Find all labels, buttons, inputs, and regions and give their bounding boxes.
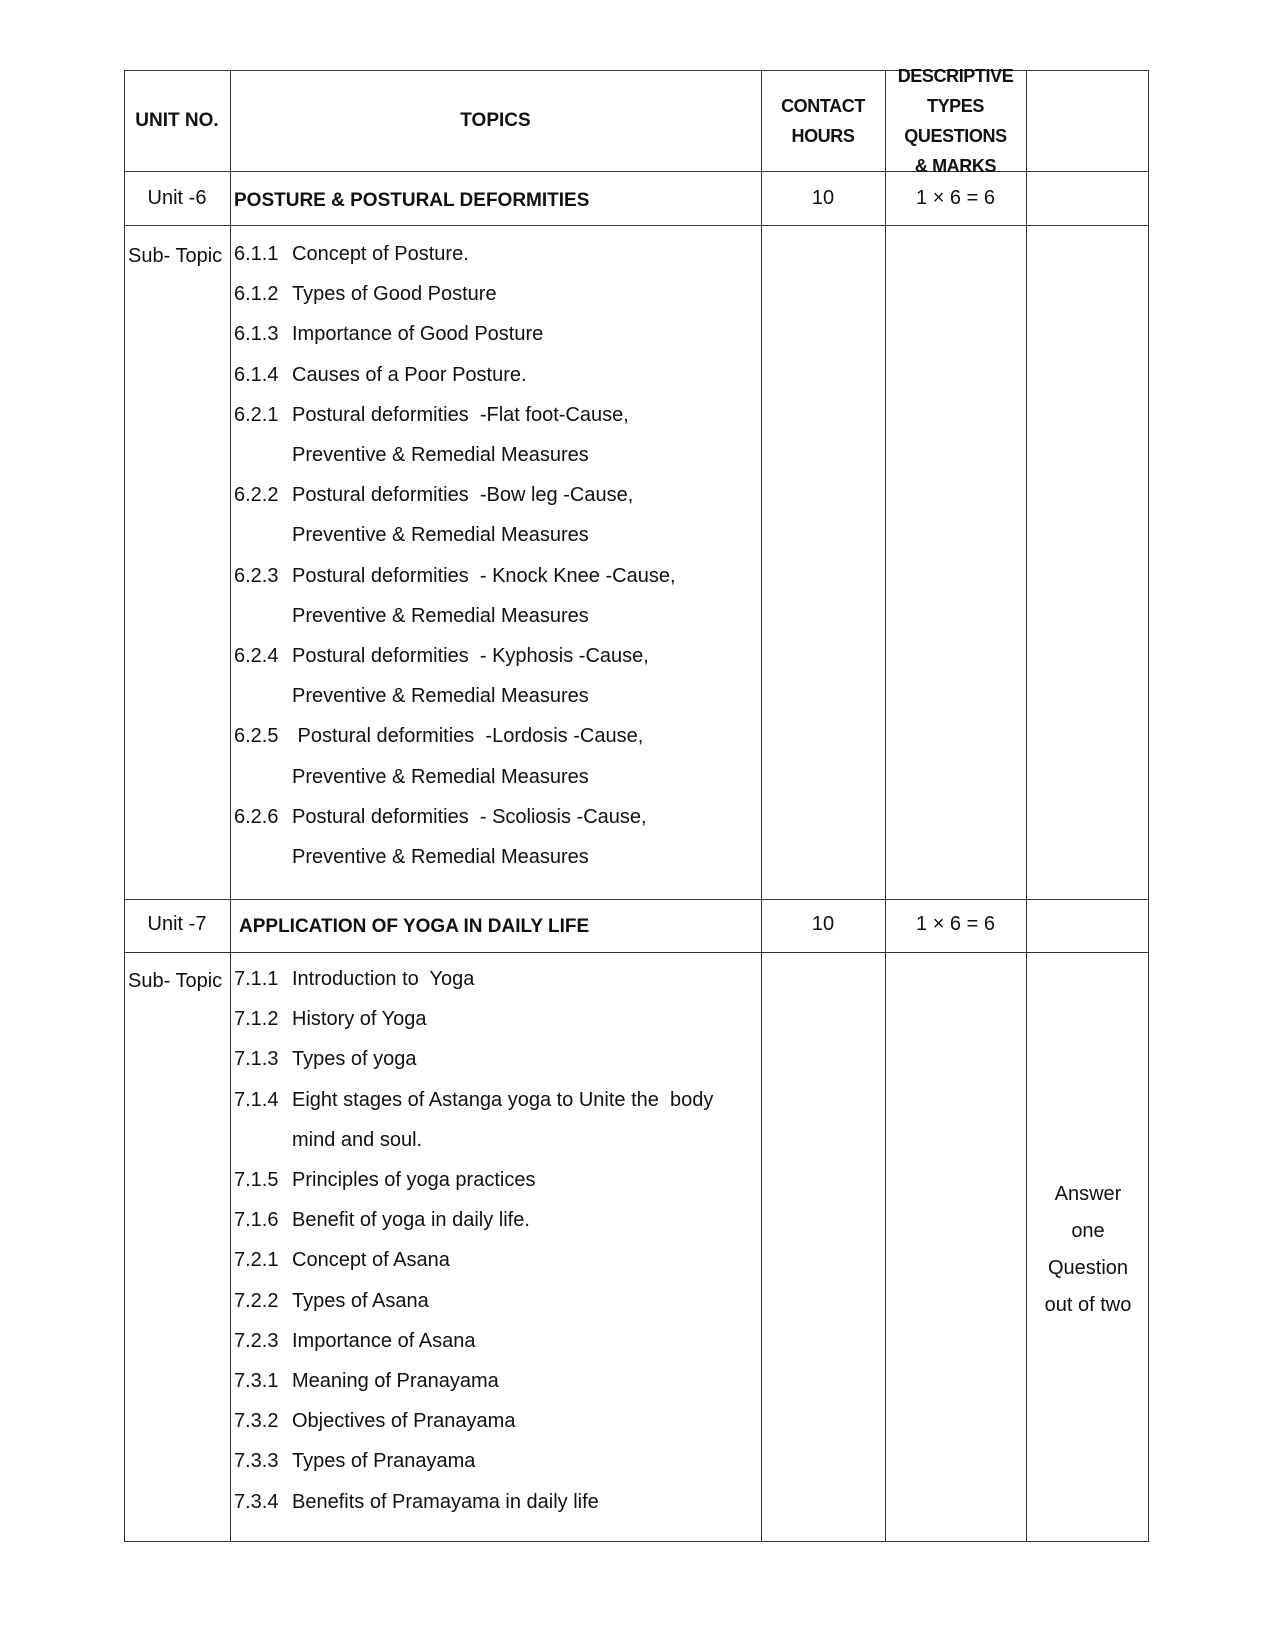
subtopic-text: Types of Asana: [292, 1289, 429, 1312]
subtopic-row: [234, 684, 589, 708]
row-divider: [125, 952, 1148, 953]
subtopic-text: Preventive & Remedial Measures: [292, 524, 589, 547]
subtopic-text: Introduction to Yoga: [292, 968, 475, 990]
subtopic-number: 7.1.4: [234, 1088, 279, 1111]
subtopic-row: [234, 967, 474, 991]
unit-7-title: APPLICATION OF YOGA IN DAILY LIFE: [239, 916, 590, 937]
subtopic-number: 6.2.6: [234, 805, 279, 828]
subtopic-row: [234, 644, 649, 668]
header-unit-no: UNIT NO.: [135, 109, 219, 131]
unit-6-label: Unit -6: [147, 186, 207, 209]
unit-7-hours: 10: [811, 913, 835, 935]
subtopic-text: Eight stages of Astanga yoga to Unite the body: [292, 1088, 714, 1111]
subtopic-text: Types of yoga: [292, 1048, 417, 1071]
subtopic-row: [234, 443, 589, 467]
answer-note-line: Answer: [1054, 1183, 1122, 1205]
subtopic-text: Concept of Posture.: [292, 243, 469, 265]
col-divider: [761, 71, 762, 1541]
subtopic-row: [234, 242, 469, 266]
subtopic-number: 7.1.3: [234, 1048, 279, 1071]
subtopic-row: [234, 765, 589, 789]
subtopic-row: [234, 483, 633, 507]
unit-7-marks: 1 × 6 = 6: [916, 913, 995, 935]
col-divider: [230, 71, 231, 1541]
subtopic-row: [234, 845, 589, 869]
subtopic-row: [234, 282, 497, 306]
header-types-line: TYPES QUESTIONS: [904, 95, 1007, 146]
subtopic-number: 7.1.1: [234, 968, 279, 990]
subtopic-number: 7.2.2: [234, 1289, 279, 1312]
subtopic-text: Postural deformities - Knock Knee -Cause,: [292, 564, 676, 587]
unit-7-label: Unit -7: [147, 913, 207, 935]
subtopic-number: 7.3.1: [234, 1370, 279, 1392]
subtopic-text: Postural deformities -Bow leg -Cause,: [292, 484, 634, 507]
subtopic-number: 6.2.1: [234, 403, 279, 426]
subtopic-row: [234, 1088, 713, 1112]
subtopic-row: [234, 1329, 475, 1353]
subtopic-row: [234, 1289, 429, 1313]
subtopic-row: [234, 363, 527, 387]
subtopic-row: [234, 523, 589, 547]
subtopic-text: Objectives of Pranayama: [292, 1410, 516, 1433]
subtopic-text: Principles of yoga practices: [292, 1169, 536, 1191]
subtopic-text: Preventive & Remedial Measures: [292, 765, 589, 788]
subtopic-text: Types of Pranayama: [292, 1450, 476, 1473]
answer-note-line: one: [1071, 1220, 1105, 1242]
unit-6-subtopic-label: Sub- Topic: [128, 245, 223, 267]
subtopic-row: [234, 1248, 450, 1272]
subtopic-text: Postural deformities -Lordosis -Cause,: [292, 725, 644, 748]
header-contact-line: CONTACT: [781, 95, 865, 116]
header-contact-hours: [761, 70, 885, 171]
subtopic-row: [234, 564, 676, 588]
header-hours-line: HOURS: [791, 125, 855, 146]
subtopic-number: 6.1.4: [234, 363, 279, 386]
subtopic-row: [234, 724, 643, 748]
subtopic-text: Postural deformities - Kyphosis -Cause,: [292, 645, 649, 667]
subtopic-number: 7.2.3: [234, 1329, 279, 1352]
subtopic-number: 6.2.2: [234, 484, 279, 507]
subtopic-text: Benefit of yoga in daily life.: [292, 1209, 530, 1232]
col-divider: [885, 71, 886, 1541]
subtopic-text: Types of Good Posture: [292, 283, 497, 306]
subtopic-number: 7.3.3: [234, 1450, 279, 1473]
header-descriptive-line: DESCRIPTIVE: [897, 65, 1014, 86]
answer-note-line: out of two: [1044, 1294, 1132, 1316]
header-descriptive: [885, 65, 1026, 176]
subtopic-text: Postural deformities - Scoliosis -Cause,: [292, 805, 647, 828]
subtopic-number: 7.3.4: [234, 1490, 279, 1513]
subtopic-row: [234, 1047, 417, 1071]
subtopic-row: [234, 805, 647, 829]
subtopic-text: mind and soul.: [292, 1128, 423, 1151]
answer-note-line: Question: [1047, 1257, 1129, 1279]
subtopic-text: Preventive & Remedial Measures: [292, 685, 589, 708]
subtopic-number: 6.1.1: [234, 243, 279, 265]
subtopic-text: Postural deformities -Flat foot-Cause,: [292, 403, 629, 426]
subtopic-number: 7.1.5: [234, 1169, 279, 1191]
subtopic-text: Preventive & Remedial Measures: [292, 444, 589, 466]
subtopic-number: 7.2.1: [234, 1249, 279, 1272]
subtopic-number: 6.2.4: [234, 645, 279, 667]
subtopic-row: [234, 1369, 499, 1393]
subtopic-row: [234, 1128, 423, 1152]
subtopic-row: [234, 403, 629, 427]
unit-6-marks: 1 × 6 = 6: [916, 186, 995, 209]
subtopic-row: [234, 322, 543, 346]
subtopic-text: Benefits of Pramayama in daily life: [292, 1490, 599, 1513]
subtopic-row: [234, 1007, 427, 1031]
subtopic-text: Importance of Good Posture: [292, 323, 544, 346]
unit-7-subtopic-label: Sub- Topic: [128, 970, 223, 992]
header-marks-line: & MARKS: [914, 155, 997, 176]
subtopic-text: Preventive & Remedial Measures: [292, 604, 589, 627]
subtopic-row: [234, 604, 589, 628]
subtopic-text: Meaning of Pranayama: [292, 1370, 499, 1392]
subtopic-text: History of Yoga: [292, 1008, 427, 1031]
subtopic-number: 7.3.2: [234, 1410, 279, 1433]
subtopic-number: 6.1.2: [234, 283, 279, 306]
subtopic-text: Causes of a Poor Posture.: [292, 363, 527, 386]
answer-note: [1027, 1176, 1149, 1324]
subtopic-row: [234, 1208, 530, 1232]
subtopic-text: Preventive & Remedial Measures: [292, 846, 589, 868]
subtopic-number: 7.1.6: [234, 1209, 279, 1232]
subtopic-number: 6.2.5: [234, 725, 279, 748]
unit-6-hours: 10: [811, 186, 835, 209]
header-topics: TOPICS: [460, 109, 531, 131]
subtopic-row: [234, 1168, 535, 1192]
subtopic-number: 6.2.3: [234, 564, 279, 587]
subtopic-text: Concept of Asana: [292, 1249, 450, 1272]
unit-6-title: POSTURE & POSTURAL DEFORMITIES: [234, 190, 590, 211]
subtopic-number: 7.1.2: [234, 1008, 279, 1031]
subtopic-text: Importance of Asana: [292, 1329, 476, 1352]
subtopic-number: 6.1.3: [234, 323, 279, 346]
subtopic-row: [234, 1490, 599, 1514]
subtopic-row: [234, 1449, 475, 1473]
row-divider: [125, 225, 1148, 226]
subtopic-row: [234, 1409, 515, 1433]
